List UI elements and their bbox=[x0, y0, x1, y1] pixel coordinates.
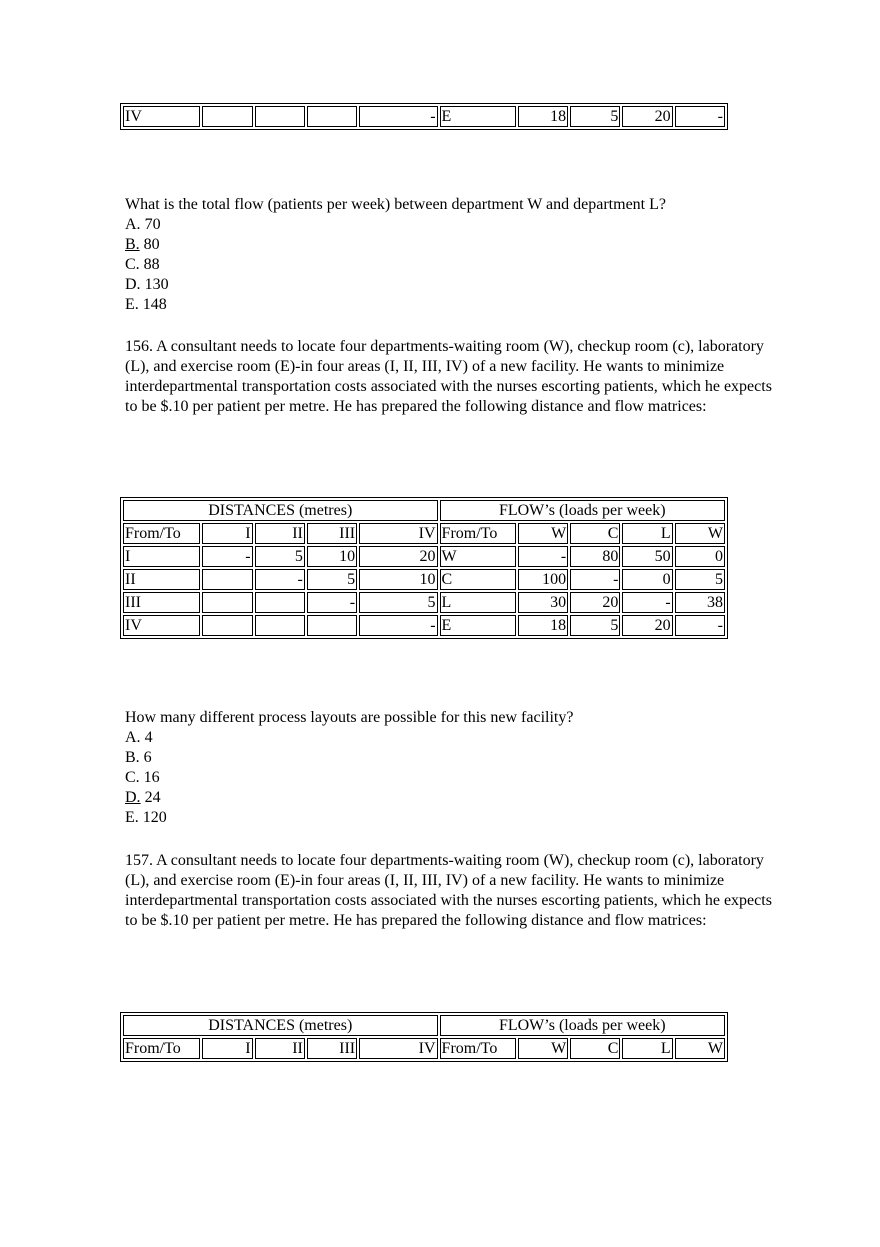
table-cell: 20 bbox=[570, 592, 620, 613]
header-cell: L bbox=[622, 523, 672, 544]
table-cell: - bbox=[359, 615, 437, 636]
table-cell: 18 bbox=[518, 106, 568, 127]
question-156 bbox=[125, 708, 785, 828]
top-partial-table bbox=[120, 103, 728, 130]
distance-flow-matrix-partial bbox=[120, 1012, 728, 1062]
table-cell: 30 bbox=[518, 592, 568, 613]
distances-title: DISTANCES (metres) bbox=[123, 500, 438, 521]
table-cell: W bbox=[440, 546, 516, 567]
table-row bbox=[123, 569, 725, 590]
question-text: What is the total flow (patients per week) between department W and department L? bbox=[125, 196, 666, 213]
option-a: A. 4 bbox=[125, 729, 153, 746]
table-cell: 50 bbox=[622, 546, 672, 567]
table-cell: C bbox=[440, 569, 516, 590]
table-cell: 38 bbox=[675, 592, 725, 613]
header-cell: From/To bbox=[123, 523, 200, 544]
table-cell bbox=[202, 569, 252, 590]
header-cell: From/To bbox=[123, 1038, 200, 1059]
table-cell: - bbox=[622, 592, 672, 613]
table-cell: 100 bbox=[518, 569, 568, 590]
table-cell bbox=[202, 615, 252, 636]
table-cell: - bbox=[675, 615, 725, 636]
option-a: A. 70 bbox=[125, 216, 161, 233]
table-cell: 5 bbox=[570, 615, 620, 636]
flows-title: FLOW’s (loads per week) bbox=[440, 500, 725, 521]
header-cell: I bbox=[202, 523, 252, 544]
table-header-row bbox=[123, 523, 725, 544]
table-cell bbox=[202, 592, 252, 613]
table-cell: - bbox=[359, 106, 437, 127]
table-cell: L bbox=[440, 592, 516, 613]
distance-flow-matrix bbox=[120, 497, 728, 639]
distances-title: DISTANCES (metres) bbox=[123, 1015, 438, 1036]
table-cell: E bbox=[440, 615, 516, 636]
option-c: C. 88 bbox=[125, 256, 160, 273]
question-155 bbox=[125, 195, 785, 315]
table-cell: 5 bbox=[307, 569, 357, 590]
table-cell: 20 bbox=[622, 106, 672, 127]
question-156-intro bbox=[125, 337, 785, 417]
header-cell: W bbox=[518, 523, 568, 544]
header-cell: I bbox=[202, 1038, 252, 1059]
table-cell: 0 bbox=[622, 569, 672, 590]
flows-title: FLOW’s (loads per week) bbox=[440, 1015, 725, 1036]
header-cell: From/To bbox=[440, 1038, 516, 1059]
table-row bbox=[123, 592, 725, 613]
table-cell: - bbox=[307, 592, 357, 613]
table-cell bbox=[255, 615, 305, 636]
table-cell: I bbox=[123, 546, 200, 567]
table-row bbox=[123, 106, 725, 127]
header-cell: IV bbox=[359, 523, 437, 544]
table-cell: 10 bbox=[307, 546, 357, 567]
question-text: How many different process layouts are possible for this new facility? bbox=[125, 709, 574, 726]
header-cell: C bbox=[570, 1038, 620, 1059]
table-cell: 20 bbox=[622, 615, 672, 636]
table-row bbox=[123, 546, 725, 567]
table-cell: II bbox=[123, 569, 200, 590]
table-cell: 5 bbox=[570, 106, 620, 127]
table-cell: 18 bbox=[518, 615, 568, 636]
table-cell: - bbox=[675, 106, 725, 127]
table-row bbox=[123, 615, 725, 636]
header-cell: From/To bbox=[440, 523, 516, 544]
paragraph: 157. A consultant needs to locate four departments-waiting room (W), checkup room (c), laboratory (L), and exercise room (E)-in four areas (I, II, III, IV) of a new facility. He wants to minimize interdepartmental transportation costs associated with the nurses escorting patients, which he expects to be $.10 per patient per metre. He has prepared the following distance and flow matrices: bbox=[125, 852, 772, 929]
header-cell: C bbox=[570, 523, 620, 544]
option-c: C. 16 bbox=[125, 769, 160, 786]
option-d: D. 130 bbox=[125, 276, 169, 293]
option-b: B. 80 bbox=[125, 236, 160, 253]
table-cell: 5 bbox=[255, 546, 305, 567]
table-cell: 80 bbox=[570, 546, 620, 567]
table-cell bbox=[202, 106, 252, 127]
option-b: B. 6 bbox=[125, 749, 152, 766]
option-d: D. 24 bbox=[125, 789, 161, 806]
question-157-intro bbox=[125, 851, 785, 931]
table-header-row bbox=[123, 1038, 725, 1059]
table-cell bbox=[255, 592, 305, 613]
paragraph: 156. A consultant needs to locate four departments-waiting room (W), checkup room (c), laboratory (L), and exercise room (E)-in four areas (I, II, III, IV) of a new facility. He wants to minimize interdepartmental transportation costs associated with the nurses escorting patients, which he expects to be $.10 per patient per metre. He has prepared the following distance and flow matrices: bbox=[125, 338, 772, 415]
option-e: E. 148 bbox=[125, 296, 167, 313]
table-cell: - bbox=[570, 569, 620, 590]
header-cell: III bbox=[307, 1038, 357, 1059]
table-cell bbox=[307, 106, 357, 127]
table-title-row bbox=[123, 500, 725, 521]
table-cell: 5 bbox=[359, 592, 437, 613]
table-cell bbox=[255, 106, 305, 127]
table-cell: E bbox=[440, 106, 516, 127]
option-e: E. 120 bbox=[125, 809, 167, 826]
header-cell: IV bbox=[359, 1038, 437, 1059]
table-cell: III bbox=[123, 592, 200, 613]
table-cell: - bbox=[255, 569, 305, 590]
table-cell: 5 bbox=[675, 569, 725, 590]
table-cell: 20 bbox=[359, 546, 437, 567]
header-cell: L bbox=[622, 1038, 672, 1059]
header-cell: III bbox=[307, 523, 357, 544]
header-cell: II bbox=[255, 1038, 305, 1059]
table-cell: 10 bbox=[359, 569, 437, 590]
header-cell: W bbox=[675, 1038, 725, 1059]
header-cell: W bbox=[518, 1038, 568, 1059]
table-cell: IV bbox=[123, 106, 200, 127]
table-title-row bbox=[123, 1015, 725, 1036]
table-cell bbox=[307, 615, 357, 636]
table-cell: - bbox=[518, 546, 568, 567]
header-cell: W bbox=[675, 523, 725, 544]
table-cell: 0 bbox=[675, 546, 725, 567]
header-cell: II bbox=[255, 523, 305, 544]
table-cell: IV bbox=[123, 615, 200, 636]
table-cell: - bbox=[202, 546, 252, 567]
